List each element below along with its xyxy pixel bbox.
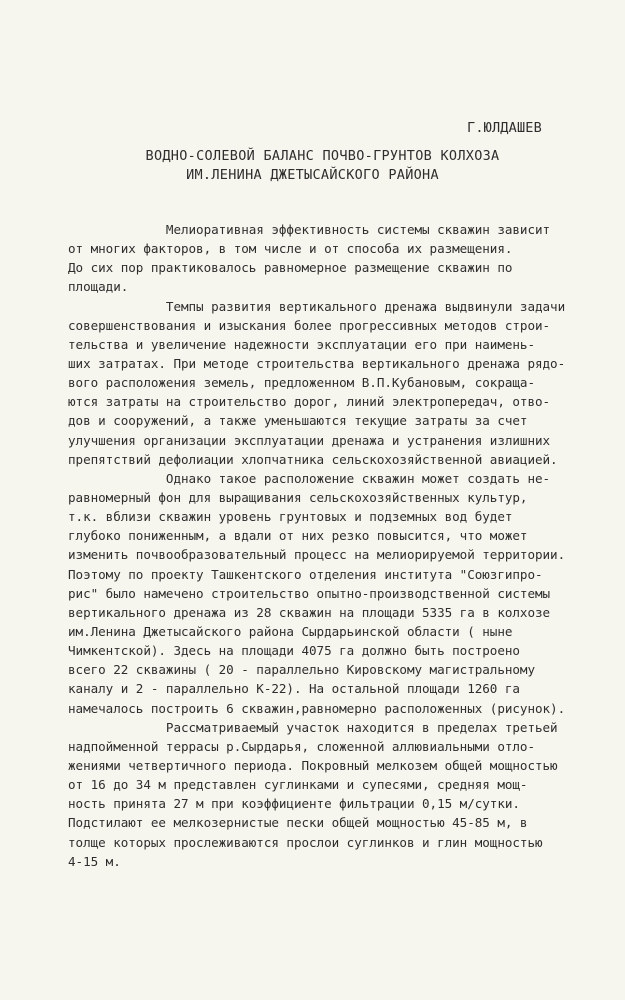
text-line: Поэтому по проекту Ташкентского отделения института "Союзгипро- (68, 566, 543, 582)
text-line: рис" было намечено строительство опытно-производственной системы (68, 585, 551, 601)
text-line: всего 22 скважины ( 20 - параллельно Кировскому магистральному (68, 662, 535, 678)
text-line: жениями четвертичного периода. Покровный мелкозем общей мощностью (68, 757, 558, 773)
text-line: глубоко пониженным, а вдали от них резко повысится, что может (68, 528, 528, 544)
text-line: ших затратах. При методе строительства вертикального дренажа рядо- (68, 355, 566, 371)
text-line: от 16 до 34 м представлен суглинками и супесями, средняя мощ- (68, 777, 528, 793)
text-line: им.Ленина Джетысайского района Сырдарьинской области ( ныне (68, 623, 513, 639)
text-line: т.к. вблизи скважин уровень грунтовых и подземных вод будет (68, 509, 513, 525)
document-title-line-1: ВОДНО-СОЛЕВОЙ БАЛАНС ПОЧВО-ГРУНТОВ КОЛХОЗА (145, 148, 500, 164)
text-line: совершенствования и изыскания более прогрессивных методов строи- (68, 317, 551, 333)
text-line: Чимкентской). Здесь на площади 4075 га должно быть построено (68, 643, 520, 659)
text-line: равномерный фон для выращивания сельскохозяйственных культур, (68, 489, 528, 505)
text-line: 4-15 м. (68, 853, 121, 869)
text-line: намечалось построить 6 скважин,равномерно расположенных (рисунок). (68, 700, 566, 716)
text-line: Рассматриваемый участок находится в пределах третьей (68, 719, 558, 735)
text-line: вого расположения земель, предложенном В.П.Кубановым, сокраща- (68, 375, 535, 391)
text-line: изменить почвообразовательный процесс на мелиорируемой территории. (68, 547, 566, 563)
document-title-line-2: ИМ.ЛЕНИНА ДЖЕТЫСАЙСКОГО РАЙОНА (186, 167, 439, 183)
text-line: площади. (68, 279, 129, 295)
text-line: тельства и увеличение надежности эксплуатации его при наимень- (68, 336, 535, 352)
text-line: дов и сооружений, а также уменьшаются текущие затраты за счет (68, 413, 528, 429)
text-line: улучшения организации эксплуатации дренажа и устранения излишних (68, 432, 551, 448)
text-line: Темпы развития вертикального дренажа выдвинули задачи (68, 298, 566, 314)
text-line: ность принята 27 м при коэффициенте фильтрации 0,15 м/сутки. (68, 796, 520, 812)
text-line: вертикального дренажа из 28 скважин на площади 5335 га в колхозе (68, 604, 551, 620)
text-line: препятствий дефолиации хлопчатника сельскохозяйственной авиацией. (68, 451, 558, 467)
text-line: Мелиоративная эффективность системы скважин зависит (68, 222, 551, 237)
text-line: Однако такое расположение скважин может создать не- (68, 470, 551, 486)
text-line: ются затраты на строительство дорог, линий электропередач, отво- (68, 394, 551, 410)
text-line: надпойменной террасы р.Сырдарья, сложенной аллювиальными отло- (68, 738, 535, 754)
author-name: Г.ЮЛДАШЕВ (467, 120, 542, 136)
text-line: Подстилают ее мелкозернистые пески общей мощностью 45-85 м, в (68, 815, 528, 831)
text-line: каналу и 2 - параллельно К-22). На остальной площади 1260 га (68, 681, 520, 697)
body-text (68, 220, 608, 871)
text-line: от многих факторов, в том числе и от способа их размещения. (68, 241, 513, 257)
text-line: До сих пор практиковалось равномерное размещение скважин по (68, 260, 513, 276)
text-line: толще которых прослеживаются прослои суглинков и глин мощностью (68, 834, 543, 850)
